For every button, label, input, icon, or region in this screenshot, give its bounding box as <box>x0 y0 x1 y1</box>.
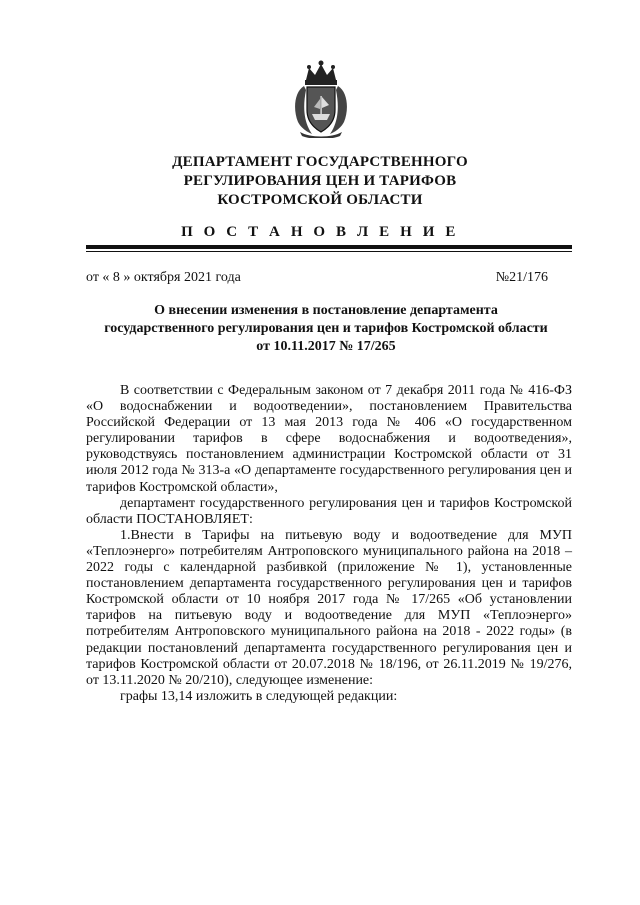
document-number: №21/176 <box>495 270 548 285</box>
subject-line: государственного регулирования цен и тарифов Костромской области <box>104 321 548 336</box>
body-paragraph: графы 13,14 изложить в следующей редакции: <box>120 688 398 704</box>
header-divider-thick <box>86 245 572 249</box>
body-paragraph: департамент государственного регулирования цен и тарифов Костромской области ПОСТАНОВЛЯЕТ: <box>86 495 572 527</box>
document-date: от « 8 » октября 2021 года <box>86 270 241 285</box>
department-line: КОСТРОМСКОЙ ОБЛАСТИ <box>217 192 423 208</box>
subject-line: от 10.11.2017 № 17/265 <box>256 339 396 354</box>
kostroma-coat-of-arms-icon <box>292 58 350 138</box>
department-name <box>100 153 540 210</box>
document-body <box>86 383 572 705</box>
department-line: ДЕПАРТАМЕНТ ГОСУДАРСТВЕННОГО <box>172 154 468 170</box>
body-paragraph: В соответствии с Федеральным законом от 7 декабря 2011 года № 416-ФЗ «О водоснабжении и водоотведении», постановлением Правительства Российской Федерации от 13 мая 2013 года № 406 «О государственном регулировании тарифов в сфере водоснабжения и водоотведения», руководствуясь постановлением администрации Костромской области от 31 июля 2012 года № 313-а «О департаменте государственного регулирования цен и тарифов Костромской области», <box>86 383 572 495</box>
header-divider-thin <box>86 251 572 252</box>
department-line: РЕГУЛИРОВАНИЯ ЦЕН И ТАРИФОВ <box>183 173 457 189</box>
body-paragraph: 1.Внести в Тарифы на питьевую воду и водоотведение для МУП «Теплоэнерго» потребителям Антроповского муниципального района на 2018 – 2022 годы с календарной разбивкой (приложение № 1), установленные постановлением департамента государственного регулирования цен и тарифов Костромской области от 10 ноября 2017 года № 17/265 «Об установлении тарифов на питьевую воду и водоотведение для МУП «Теплоэнерго» потребителям Антроповского муниципального района на 2018 - 2022 годы» (в редакции постановлений департамента государственного регулирования цен и тарифов Костромской области от 20.07.2018 № 18/196, от 26.11.2019 № 19/276, от 13.11.2020 № 20/210), следующее изменение: <box>86 527 572 688</box>
document-subject <box>80 302 572 356</box>
document-type-title: П О С Т А Н О В Л Е Н И Е <box>181 224 459 240</box>
subject-line: О внесении изменения в постановление департамента <box>154 303 498 318</box>
